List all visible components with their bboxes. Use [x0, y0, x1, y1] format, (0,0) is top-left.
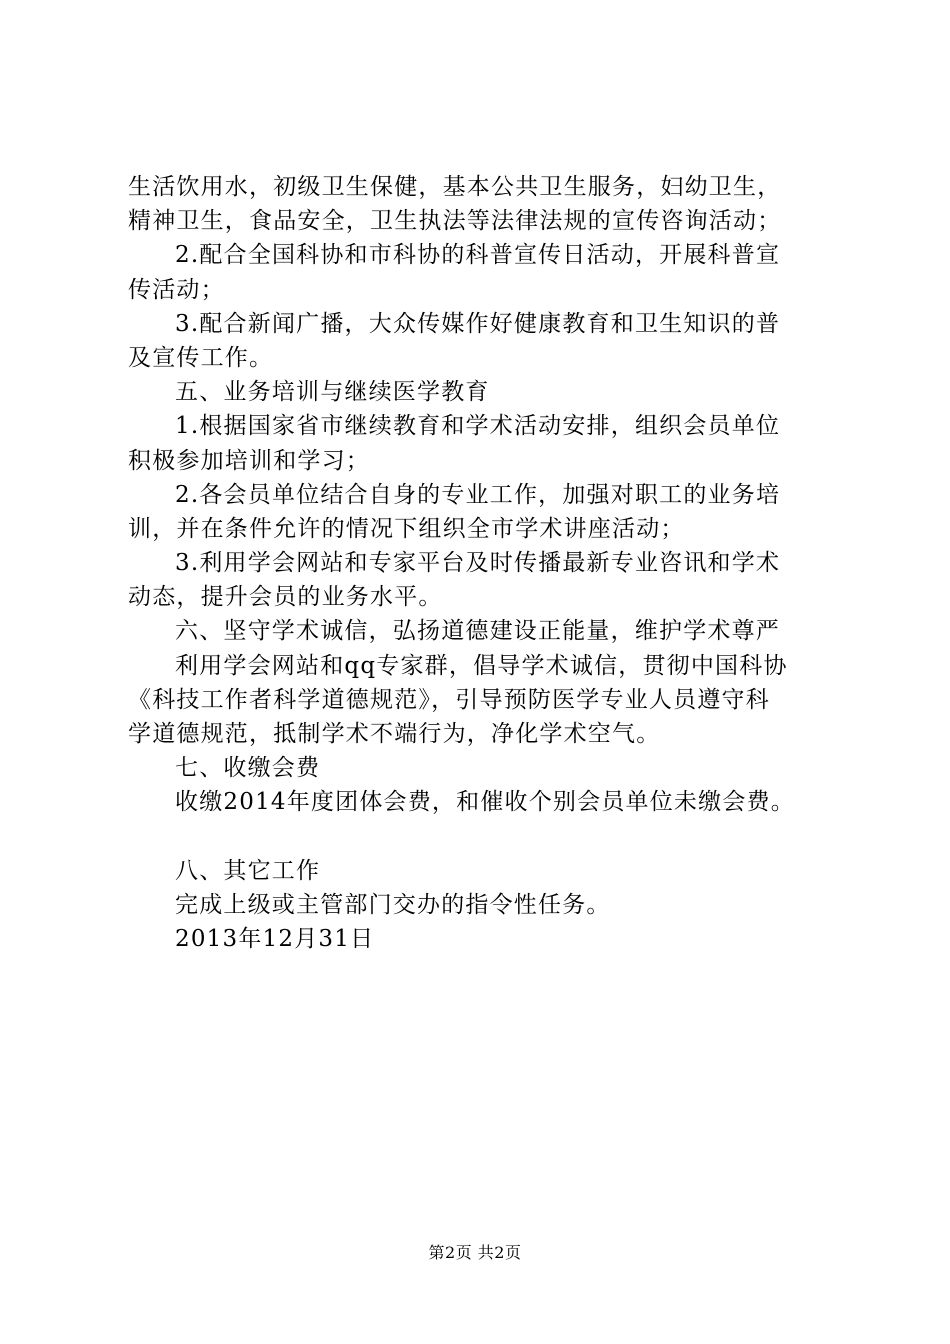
text-line: 学道德规范，抵制学术不端行为，净化学术空气。 [128, 721, 661, 747]
text-line: 精神卫生，食品安全，卫生执法等法律法规的宣传咨询活动； [128, 208, 782, 235]
text-line: 传活动； [128, 276, 225, 303]
text-line: 八、其它工作 [175, 857, 321, 884]
text-line: 七、收缴会费 [175, 755, 321, 782]
text-line: 五、业务培训与继续医学教育 [175, 379, 490, 406]
text-line: 完成上级或主管部门交办的指令性任务。 [175, 891, 611, 918]
text-line: 动态，提升会员的业务水平。 [128, 584, 443, 611]
text-line: 《科技工作者科学道德规范》，引导预防医学专业人员遵守科 [128, 686, 770, 713]
text-line: 1.根据国家省市继续教育和学术活动安排，组织会员单位 [175, 413, 781, 440]
text-line: 3.利用学会网站和专家平台及时传播最新专业咨讯和学术 [175, 550, 781, 577]
text-line: 利用学会网站和qq专家群，倡导学术诚信，贯彻中国科协 [175, 652, 788, 679]
text-line: 2.配合全国科协和市科协的科普宣传日活动，开展科普宣 [175, 242, 781, 269]
text-line: 及宣传工作。 [128, 344, 274, 371]
text-line: 训，并在条件允许的情况下组织全市学术讲座活动； [128, 515, 685, 542]
text-line: 收缴2014年度团体会费，和催收个别会员单位未缴会费。 [175, 789, 795, 816]
text-line: 3.配合新闻广播，大众传媒作好健康教育和卫生知识的普 [175, 310, 781, 337]
document-body [128, 170, 840, 956]
text-line: 积极参加培训和学习； [128, 447, 370, 474]
page-footer: 第2页 共2页 [428, 1243, 522, 1262]
text-line: 2013年12月31日 [175, 926, 375, 953]
blank-line [128, 820, 840, 854]
text-line: 六、坚守学术诚信，弘扬道德建设正能量，维护学术尊严 [175, 618, 780, 645]
text-line: 2.各会员单位结合自身的专业工作，加强对职工的业务培 [175, 481, 781, 508]
text-line: 生活饮用水，初级卫生保健，基本公共卫生服务，妇幼卫生， [128, 174, 782, 200]
